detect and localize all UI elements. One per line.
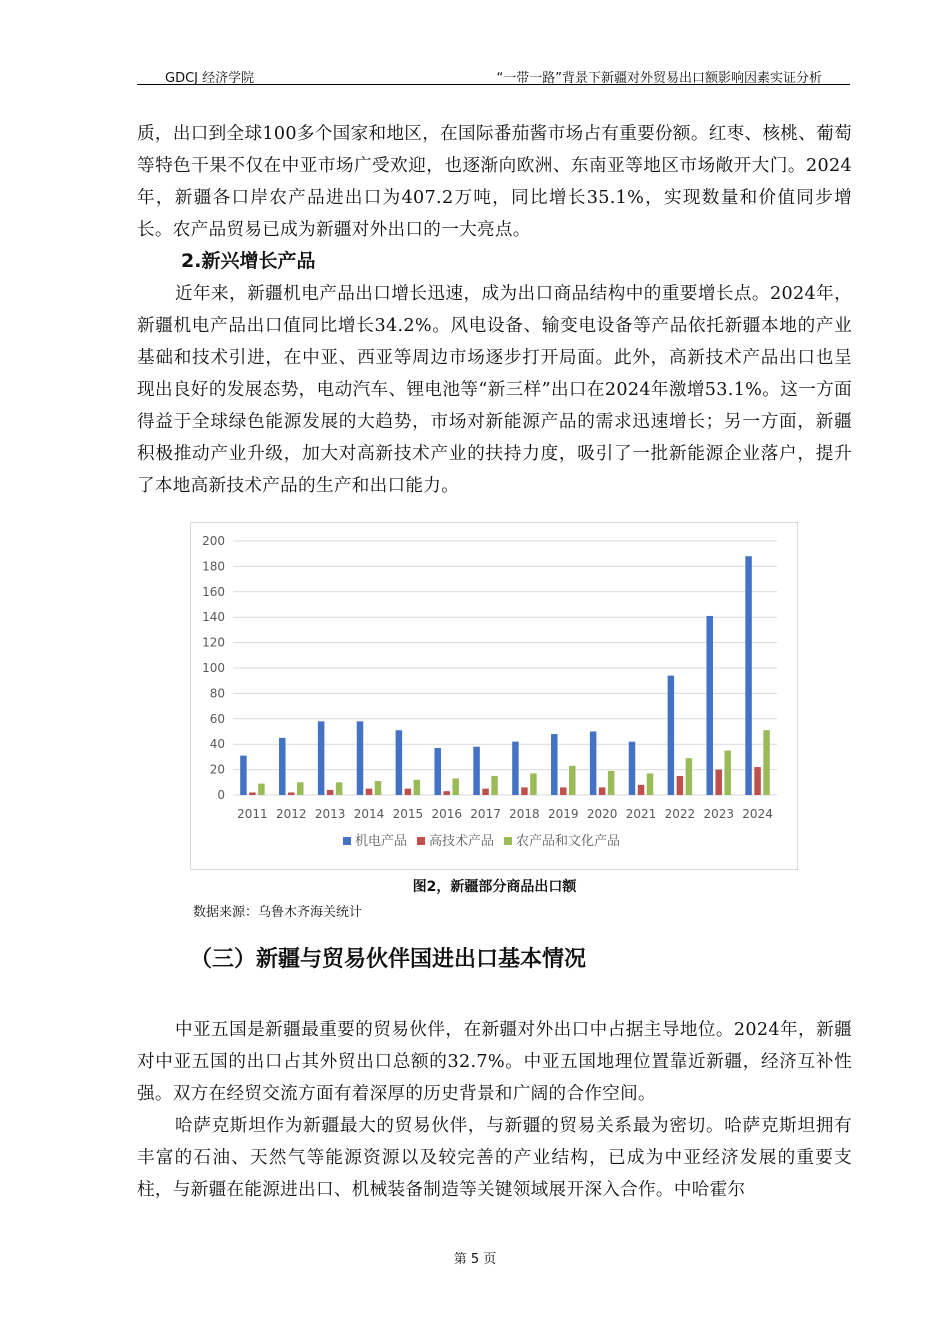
legend-label: 高技术产品 bbox=[429, 834, 495, 849]
bar-2011-series-3 bbox=[258, 784, 265, 795]
paragraph-kazakhstan: 哈萨克斯坦作为新疆最大的贸易伙伴，与新疆的贸易关系最为密切。哈萨克斯坦拥有丰富的石油、天然气等能源资源以及较完善的产业结构，已成为中亚经济发展的重要支柱，与新疆在能源进出口、机械装备制造等关键领域展开深入合作。中哈霍尔 bbox=[137, 1116, 852, 1200]
y-tick-label: 40 bbox=[209, 737, 225, 752]
bar-2023-series-3 bbox=[724, 751, 731, 795]
x-tick-label: 2016 bbox=[431, 807, 462, 821]
x-tick-label: 2021 bbox=[625, 807, 657, 821]
bar-2016-series-3 bbox=[452, 778, 459, 795]
x-tick-label: 2013 bbox=[314, 807, 346, 821]
y-tick-label: 60 bbox=[209, 711, 225, 726]
legend-label: 农产品和文化产品 bbox=[516, 834, 621, 849]
bar-2018-series-3 bbox=[530, 773, 537, 795]
bar-2013-series-2 bbox=[327, 790, 334, 795]
bar-2019-series-3 bbox=[569, 766, 576, 795]
x-tick-label: 2014 bbox=[353, 807, 385, 821]
x-tick-label: 2019 bbox=[548, 807, 579, 821]
bar-2012-series-3 bbox=[297, 782, 304, 795]
section-heading-trade-partners: （三）新疆与贸易伙伴国进出口基本情况 bbox=[190, 947, 587, 972]
bar-2021-series-3 bbox=[647, 773, 654, 795]
export-bar-chart bbox=[190, 522, 798, 870]
y-tick-label: 0 bbox=[217, 788, 225, 802]
header-paper-title: “一带一路”背景下新疆对外贸易出口额影响因素实证分析 bbox=[496, 71, 822, 86]
bar-2017-series-2 bbox=[482, 789, 489, 795]
header-institution: GDCJ 经济学院 bbox=[165, 71, 255, 86]
bar-2019-series-2 bbox=[560, 787, 567, 795]
y-tick-label: 200 bbox=[202, 534, 225, 548]
bar-2022-series-3 bbox=[686, 758, 693, 795]
x-tick-label: 2020 bbox=[586, 807, 618, 821]
bar-2012-series-1 bbox=[279, 738, 286, 795]
bar-2011-series-2 bbox=[249, 792, 256, 795]
bar-2016-series-1 bbox=[434, 748, 441, 795]
x-tick-label: 2017 bbox=[470, 807, 501, 821]
bar-2023-series-1 bbox=[706, 616, 713, 795]
bar-2020-series-2 bbox=[599, 787, 606, 795]
x-tick-label: 2023 bbox=[703, 807, 734, 821]
x-tick-label: 2015 bbox=[392, 807, 424, 821]
legend-swatch bbox=[417, 837, 425, 845]
paragraph-agriculture: 质，出口到全球100多个国家和地区，在国际番茄酱市场占有重要份额。红枣、核桃、葡萄等特色干果不仅在中亚市场广受欢迎，也逐渐向欧洲、东南亚等地区市场敞开大门。2024年，新疆各口岸农产品进出口为407.2万吨，同比增长35.1%，实现数量和价值同步增长。农产品贸易已成为新疆对外出口的一大亮点。 bbox=[137, 124, 852, 240]
bar-2015-series-3 bbox=[414, 780, 421, 795]
bar-2016-series-2 bbox=[443, 791, 450, 795]
y-tick-label: 80 bbox=[209, 686, 225, 701]
bar-2021-series-1 bbox=[629, 742, 636, 795]
bar-2017-series-1 bbox=[473, 747, 480, 795]
bar-2024-series-3 bbox=[763, 730, 770, 795]
bar-2013-series-3 bbox=[336, 782, 343, 795]
bar-2014-series-2 bbox=[366, 789, 373, 795]
bar-2024-series-1 bbox=[745, 556, 752, 795]
bar-2022-series-1 bbox=[668, 676, 675, 795]
y-tick-label: 120 bbox=[202, 635, 225, 650]
bar-2022-series-2 bbox=[677, 776, 684, 795]
y-tick-label: 160 bbox=[202, 584, 225, 599]
bar-2018-series-1 bbox=[512, 742, 519, 795]
bar-2015-series-1 bbox=[396, 730, 403, 795]
paragraph-central-asia: 中亚五国是新疆最重要的贸易伙伴，在新疆对外出口中占据主导地位。2024年，新疆对中亚五国的出口占其外贸出口总额的32.7%。中亚五国地理位置靠近新疆，经济互补性强。双方在经贸交流方面有着深厚的历史背景和广阔的合作空间。 bbox=[137, 1020, 852, 1104]
page-number: 第 5 页 bbox=[453, 1252, 497, 1267]
x-tick-label: 2012 bbox=[276, 807, 307, 821]
x-tick-label: 2011 bbox=[237, 807, 268, 821]
bar-2017-series-3 bbox=[491, 776, 498, 795]
bar-2011-series-1 bbox=[240, 756, 247, 795]
x-tick-label: 2018 bbox=[509, 807, 540, 821]
bar-2018-series-2 bbox=[521, 787, 528, 795]
figure-caption: 图2，新疆部分商品出口额 bbox=[412, 879, 577, 895]
x-tick-label: 2024 bbox=[742, 807, 773, 821]
subheading-emerging-products: 2.新兴增长产品 bbox=[181, 250, 316, 272]
y-tick-label: 20 bbox=[209, 762, 225, 777]
bar-2014-series-1 bbox=[357, 721, 364, 795]
paragraph-emerging-products: 近年来，新疆机电产品出口增长迅速，成为出口商品结构中的重要增长点。2024年，新疆机电产品出口值同比增长34.2%。风电设备、输变电设备等产品依托新疆本地的产业基础和技术引进，在中亚、西亚等周边市场逐步打开局面。此外，高新技术产品出口也呈现出良好的发展态势，电动汽车、锂电池等“新三样”出口在2024年激增53.1%。这一方面得益于全球绿色能源发展的大趋势，市场对新能源产品的需求迅速增长；另一方面，新疆积极推动产业升级，加大对高新技术产业的扶持力度，吸引了一批新能源企业落户，提升了本地高新技术产品的生产和出口能力。 bbox=[137, 284, 852, 496]
bar-2012-series-2 bbox=[288, 792, 295, 795]
x-tick-label: 2022 bbox=[664, 807, 696, 821]
page-header bbox=[137, 64, 850, 85]
bar-2013-series-1 bbox=[318, 721, 325, 795]
bar-2021-series-2 bbox=[638, 785, 645, 795]
legend-label: 机电产品 bbox=[355, 834, 408, 849]
y-tick-label: 140 bbox=[202, 610, 225, 625]
bar-2015-series-2 bbox=[405, 789, 412, 795]
legend-swatch bbox=[504, 837, 512, 845]
figure-source: 数据来源：乌鲁木齐海关统计 bbox=[193, 905, 363, 920]
bar-2024-series-2 bbox=[754, 767, 761, 795]
bar-2014-series-3 bbox=[375, 781, 382, 795]
chart-svg bbox=[191, 523, 797, 869]
y-tick-label: 100 bbox=[202, 661, 225, 675]
bar-2020-series-3 bbox=[608, 771, 615, 795]
bar-2019-series-1 bbox=[551, 734, 558, 795]
bar-2023-series-2 bbox=[715, 770, 722, 795]
legend-swatch bbox=[343, 837, 351, 845]
bar-2020-series-1 bbox=[590, 732, 597, 796]
y-tick-label: 180 bbox=[202, 559, 225, 574]
